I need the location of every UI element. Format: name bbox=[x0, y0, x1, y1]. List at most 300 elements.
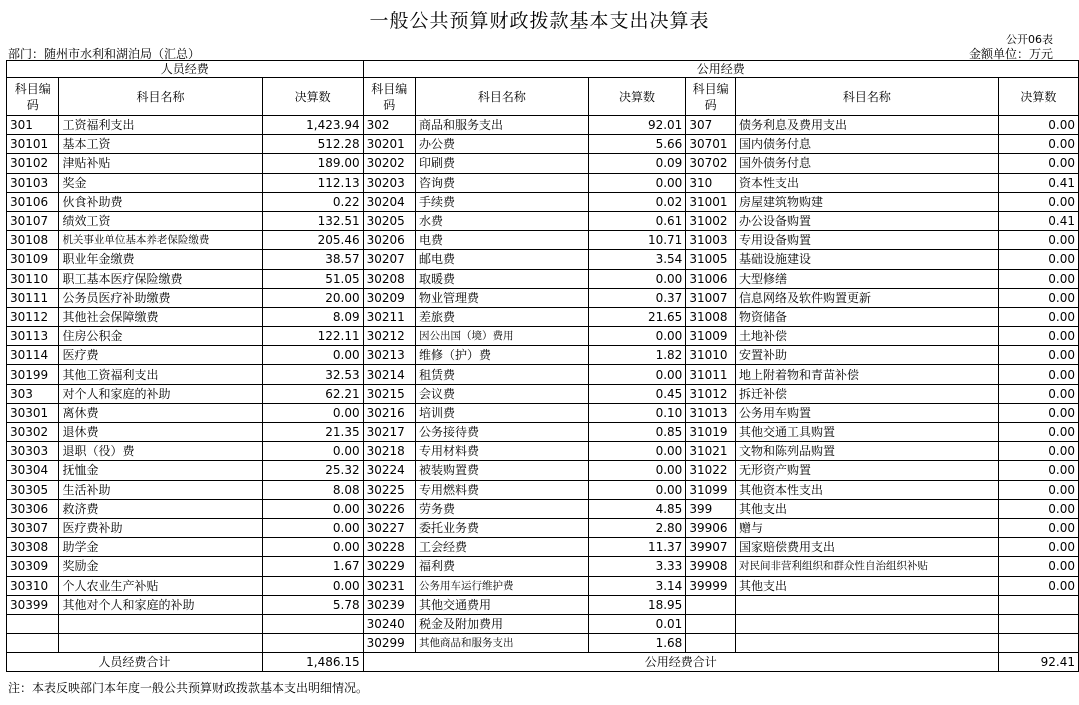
table-row bbox=[7, 499, 1079, 518]
table-row bbox=[7, 614, 1079, 633]
table-row bbox=[7, 576, 1079, 595]
cell-name: 咨询费 bbox=[416, 173, 589, 192]
cell-amount: 0.00 bbox=[262, 442, 363, 461]
cell-code: 30303 bbox=[7, 442, 59, 461]
cell-amount: 0.61 bbox=[588, 211, 686, 230]
cell-name: 退职（役）费 bbox=[59, 442, 262, 461]
cell-amount: 0.00 bbox=[262, 576, 363, 595]
cell-amount: 0.00 bbox=[998, 384, 1078, 403]
cell-name: 文物和陈列品购置 bbox=[735, 442, 998, 461]
cell-code: 30227 bbox=[363, 518, 415, 537]
cell-amount: 0.00 bbox=[998, 116, 1078, 135]
cell-code: 30209 bbox=[363, 288, 415, 307]
cell-amount: 3.14 bbox=[588, 576, 686, 595]
cell-name: 生活补助 bbox=[59, 480, 262, 499]
cell-amount: 0.00 bbox=[998, 423, 1078, 442]
cell-amount: 122.11 bbox=[262, 327, 363, 346]
cell-amount: 0.02 bbox=[588, 192, 686, 211]
cell-code: 31099 bbox=[686, 480, 736, 499]
cell-code: 31012 bbox=[686, 384, 736, 403]
cell-amount: 0.00 bbox=[588, 365, 686, 384]
cell-name: 机关事业单位基本养老保险缴费 bbox=[59, 231, 262, 250]
cell-code: 30102 bbox=[7, 154, 59, 173]
cell-code: 30103 bbox=[7, 173, 59, 192]
cell-amount: 0.00 bbox=[998, 154, 1078, 173]
cell-name: 其他资本性支出 bbox=[735, 480, 998, 499]
cell-name: 因公出国（境）费用 bbox=[416, 327, 589, 346]
cell-code: 39907 bbox=[686, 538, 736, 557]
cell-code: 30203 bbox=[363, 173, 415, 192]
cell-amount: 8.09 bbox=[262, 307, 363, 326]
amount-unit-label: 金额单位：万元 bbox=[968, 47, 1053, 61]
cell-name: 差旅费 bbox=[416, 307, 589, 326]
cell-name: 医疗费补助 bbox=[59, 518, 262, 537]
table-row bbox=[7, 442, 1079, 461]
table-row bbox=[7, 634, 1079, 653]
cell-name: 委托业务费 bbox=[416, 518, 589, 537]
cell-name: 医疗费 bbox=[59, 346, 262, 365]
cell-amount: 25.32 bbox=[262, 461, 363, 480]
cell-name: 税金及附加费用 bbox=[416, 614, 589, 633]
cell-amount: 0.00 bbox=[998, 461, 1078, 480]
cell-amount: 5.78 bbox=[262, 595, 363, 614]
cell-name: 租赁费 bbox=[416, 365, 589, 384]
cell-code: 30106 bbox=[7, 192, 59, 211]
cell-amount: 0.00 bbox=[588, 461, 686, 480]
cell-name: 其他社会保障缴费 bbox=[59, 307, 262, 326]
cell-name: 物资储备 bbox=[735, 307, 998, 326]
total-row bbox=[7, 653, 1079, 672]
cell-amount: 11.37 bbox=[588, 538, 686, 557]
cell-amount: 0.00 bbox=[998, 231, 1078, 250]
cell-amount: 0.22 bbox=[262, 192, 363, 211]
cell-amount: 0.10 bbox=[588, 403, 686, 422]
cell-amount: 1,423.94 bbox=[262, 116, 363, 135]
table-row bbox=[7, 518, 1079, 537]
cell-code: 30305 bbox=[7, 480, 59, 499]
cell-name: 对个人和家庭的补助 bbox=[59, 384, 262, 403]
cell-code: 30201 bbox=[363, 135, 415, 154]
cell-amount: 0.41 bbox=[998, 211, 1078, 230]
col-header-amount: 决算数 bbox=[998, 78, 1078, 116]
cell-amount bbox=[998, 595, 1078, 614]
cell-name: 对民间非营利组织和群众性自治组织补贴 bbox=[735, 557, 998, 576]
cell-code: 30114 bbox=[7, 346, 59, 365]
cell-name: 专用设备购置 bbox=[735, 231, 998, 250]
cell-name: 其他商品和服务支出 bbox=[416, 634, 589, 653]
cell-amount: 0.00 bbox=[998, 499, 1078, 518]
cell-name: 办公设备购置 bbox=[735, 211, 998, 230]
cell-amount: 21.65 bbox=[588, 307, 686, 326]
col-header-amount: 决算数 bbox=[262, 78, 363, 116]
cell-name: 伙食补助费 bbox=[59, 192, 262, 211]
cell-amount: 0.45 bbox=[588, 384, 686, 403]
table-row bbox=[7, 480, 1079, 499]
cell-amount: 0.85 bbox=[588, 423, 686, 442]
public-section-header: 公用经费 bbox=[363, 61, 1078, 78]
cell-code: 30304 bbox=[7, 461, 59, 480]
cell-code: 30239 bbox=[363, 595, 415, 614]
cell-code bbox=[7, 614, 59, 633]
cell-code: 31001 bbox=[686, 192, 736, 211]
cell-code: 30240 bbox=[363, 614, 415, 633]
public-total-value: 92.41 bbox=[998, 653, 1078, 672]
table-row bbox=[7, 269, 1079, 288]
cell-amount: 0.00 bbox=[588, 442, 686, 461]
cell-name: 离休费 bbox=[59, 403, 262, 422]
cell-amount: 0.00 bbox=[998, 403, 1078, 422]
cell-amount: 0.41 bbox=[998, 173, 1078, 192]
cell-name: 劳务费 bbox=[416, 499, 589, 518]
cell-code: 30299 bbox=[363, 634, 415, 653]
cell-name: 物业管理费 bbox=[416, 288, 589, 307]
cell-amount: 0.00 bbox=[998, 442, 1078, 461]
cell-name: 救济费 bbox=[59, 499, 262, 518]
cell-amount: 0.00 bbox=[998, 365, 1078, 384]
cell-name: 公务用车运行维护费 bbox=[416, 576, 589, 595]
cell-name: 取暖费 bbox=[416, 269, 589, 288]
cell-amount: 21.35 bbox=[262, 423, 363, 442]
cell-code: 30217 bbox=[363, 423, 415, 442]
department-label: 部门：随州市水利和湖泊局（汇总） bbox=[8, 47, 201, 61]
cell-amount: 0.00 bbox=[998, 250, 1078, 269]
table-row bbox=[7, 557, 1079, 576]
cell-code: 31021 bbox=[686, 442, 736, 461]
cell-name: 其他交通工具购置 bbox=[735, 423, 998, 442]
cell-name: 国家赔偿费用支出 bbox=[735, 538, 998, 557]
cell-name bbox=[735, 614, 998, 633]
cell-name bbox=[59, 614, 262, 633]
cell-name: 地上附着物和青苗补偿 bbox=[735, 365, 998, 384]
cell-name: 基础设施建设 bbox=[735, 250, 998, 269]
cell-name: 职业年金缴费 bbox=[59, 250, 262, 269]
cell-amount: 112.13 bbox=[262, 173, 363, 192]
cell-name bbox=[735, 595, 998, 614]
cell-code: 30701 bbox=[686, 135, 736, 154]
cell-name: 邮电费 bbox=[416, 250, 589, 269]
cell-name: 奖励金 bbox=[59, 557, 262, 576]
cell-code: 30199 bbox=[7, 365, 59, 384]
personnel-total-value: 1,486.15 bbox=[262, 653, 363, 672]
cell-amount: 0.00 bbox=[998, 518, 1078, 537]
cell-amount: 0.00 bbox=[588, 173, 686, 192]
cell-name bbox=[59, 634, 262, 653]
cell-name: 其他支出 bbox=[735, 499, 998, 518]
cell-code: 399 bbox=[686, 499, 736, 518]
cell-code: 303 bbox=[7, 384, 59, 403]
cell-code: 30113 bbox=[7, 327, 59, 346]
cell-name: 被装购置费 bbox=[416, 461, 589, 480]
col-header-code: 科目编码 bbox=[686, 78, 736, 116]
cell-code: 30101 bbox=[7, 135, 59, 154]
cell-code: 39908 bbox=[686, 557, 736, 576]
cell-code: 302 bbox=[363, 116, 415, 135]
cell-amount: 0.00 bbox=[998, 538, 1078, 557]
personnel-total-label: 人员经费合计 bbox=[7, 653, 263, 672]
cell-name: 电费 bbox=[416, 231, 589, 250]
cell-name: 其他工资福利支出 bbox=[59, 365, 262, 384]
personnel-section-header: 人员经费 bbox=[7, 61, 364, 78]
column-header-row bbox=[7, 78, 1079, 116]
cell-code bbox=[686, 634, 736, 653]
cell-amount: 205.46 bbox=[262, 231, 363, 250]
cell-name: 大型修缮 bbox=[735, 269, 998, 288]
cell-code: 31010 bbox=[686, 346, 736, 365]
cell-amount: 38.57 bbox=[262, 250, 363, 269]
cell-code: 30112 bbox=[7, 307, 59, 326]
cell-amount bbox=[262, 634, 363, 653]
table-note: 注：本表反映部门本年度一般公共预算财政拨款基本支出明细情况。 bbox=[8, 681, 369, 695]
cell-code: 31006 bbox=[686, 269, 736, 288]
col-header-name: 科目名称 bbox=[735, 78, 998, 116]
cell-amount: 3.54 bbox=[588, 250, 686, 269]
table-row bbox=[7, 154, 1079, 173]
cell-name: 助学金 bbox=[59, 538, 262, 557]
cell-code: 30310 bbox=[7, 576, 59, 595]
cell-amount bbox=[998, 614, 1078, 633]
cell-amount: 0.00 bbox=[998, 327, 1078, 346]
cell-code: 30399 bbox=[7, 595, 59, 614]
cell-name: 公务接待费 bbox=[416, 423, 589, 442]
cell-code: 30309 bbox=[7, 557, 59, 576]
cell-name: 其他对个人和家庭的补助 bbox=[59, 595, 262, 614]
table-row bbox=[7, 365, 1079, 384]
section-header-row bbox=[7, 61, 1079, 78]
cell-code: 301 bbox=[7, 116, 59, 135]
cell-amount: 0.00 bbox=[998, 269, 1078, 288]
col-header-name: 科目名称 bbox=[59, 78, 262, 116]
cell-code: 30206 bbox=[363, 231, 415, 250]
cell-amount: 132.51 bbox=[262, 211, 363, 230]
expenditure-table bbox=[6, 60, 1079, 672]
table-row bbox=[7, 173, 1079, 192]
cell-amount: 62.21 bbox=[262, 384, 363, 403]
table-row bbox=[7, 116, 1079, 135]
cell-name: 资本性支出 bbox=[735, 173, 998, 192]
cell-amount: 0.00 bbox=[998, 192, 1078, 211]
cell-code bbox=[686, 595, 736, 614]
cell-amount: 512.28 bbox=[262, 135, 363, 154]
cell-code: 30213 bbox=[363, 346, 415, 365]
cell-code: 30202 bbox=[363, 154, 415, 173]
cell-code: 30204 bbox=[363, 192, 415, 211]
cell-code: 30214 bbox=[363, 365, 415, 384]
cell-name: 个人农业生产补贴 bbox=[59, 576, 262, 595]
form-number: 公开06表 bbox=[1006, 33, 1053, 46]
cell-amount: 0.00 bbox=[998, 288, 1078, 307]
col-header-code: 科目编码 bbox=[7, 78, 59, 116]
table-row bbox=[7, 211, 1079, 230]
cell-code: 31019 bbox=[686, 423, 736, 442]
cell-amount: 1.67 bbox=[262, 557, 363, 576]
cell-code: 30107 bbox=[7, 211, 59, 230]
cell-name: 工资福利支出 bbox=[59, 116, 262, 135]
cell-code: 31007 bbox=[686, 288, 736, 307]
cell-code: 30208 bbox=[363, 269, 415, 288]
cell-code: 30205 bbox=[363, 211, 415, 230]
cell-name: 国内债务付息 bbox=[735, 135, 998, 154]
cell-code: 31022 bbox=[686, 461, 736, 480]
cell-code: 30226 bbox=[363, 499, 415, 518]
cell-code: 30224 bbox=[363, 461, 415, 480]
cell-amount: 3.33 bbox=[588, 557, 686, 576]
cell-name: 安置补助 bbox=[735, 346, 998, 365]
cell-code: 307 bbox=[686, 116, 736, 135]
cell-code: 30211 bbox=[363, 307, 415, 326]
table-row bbox=[7, 461, 1079, 480]
cell-code: 30215 bbox=[363, 384, 415, 403]
cell-code: 30229 bbox=[363, 557, 415, 576]
cell-code: 39906 bbox=[686, 518, 736, 537]
cell-amount: 51.05 bbox=[262, 269, 363, 288]
cell-name: 无形资产购置 bbox=[735, 461, 998, 480]
col-header-amount: 决算数 bbox=[588, 78, 686, 116]
cell-name: 住房公积金 bbox=[59, 327, 262, 346]
cell-name: 福利费 bbox=[416, 557, 589, 576]
table-row bbox=[7, 346, 1079, 365]
cell-amount: 0.00 bbox=[998, 307, 1078, 326]
cell-amount: 0.37 bbox=[588, 288, 686, 307]
cell-code: 30111 bbox=[7, 288, 59, 307]
public-total-label: 公用经费合计 bbox=[363, 653, 998, 672]
table-row bbox=[7, 595, 1079, 614]
cell-name: 赠与 bbox=[735, 518, 998, 537]
cell-name: 国外债务付息 bbox=[735, 154, 998, 173]
cell-code: 31009 bbox=[686, 327, 736, 346]
cell-code: 30307 bbox=[7, 518, 59, 537]
table-row bbox=[7, 231, 1079, 250]
cell-amount bbox=[262, 614, 363, 633]
cell-name: 拆迁补偿 bbox=[735, 384, 998, 403]
cell-code: 310 bbox=[686, 173, 736, 192]
cell-name: 专用燃料费 bbox=[416, 480, 589, 499]
cell-code: 30108 bbox=[7, 231, 59, 250]
cell-amount: 0.00 bbox=[998, 346, 1078, 365]
cell-amount: 0.00 bbox=[262, 346, 363, 365]
cell-code: 30702 bbox=[686, 154, 736, 173]
cell-name: 退休费 bbox=[59, 423, 262, 442]
table-row bbox=[7, 538, 1079, 557]
cell-name: 基本工资 bbox=[59, 135, 262, 154]
cell-code: 31005 bbox=[686, 250, 736, 269]
cell-amount: 1.82 bbox=[588, 346, 686, 365]
cell-code: 31008 bbox=[686, 307, 736, 326]
cell-amount: 92.01 bbox=[588, 116, 686, 135]
cell-amount: 0.09 bbox=[588, 154, 686, 173]
cell-code: 30207 bbox=[363, 250, 415, 269]
cell-amount: 0.00 bbox=[262, 538, 363, 557]
cell-code: 30231 bbox=[363, 576, 415, 595]
cell-code: 31003 bbox=[686, 231, 736, 250]
cell-amount: 0.00 bbox=[998, 480, 1078, 499]
table-row bbox=[7, 192, 1079, 211]
cell-code: 30308 bbox=[7, 538, 59, 557]
cell-amount: 10.71 bbox=[588, 231, 686, 250]
cell-code: 30110 bbox=[7, 269, 59, 288]
table-row bbox=[7, 384, 1079, 403]
cell-amount: 8.08 bbox=[262, 480, 363, 499]
cell-amount: 0.01 bbox=[588, 614, 686, 633]
cell-amount bbox=[998, 634, 1078, 653]
cell-name: 会议费 bbox=[416, 384, 589, 403]
cell-code: 31002 bbox=[686, 211, 736, 230]
cell-name: 手续费 bbox=[416, 192, 589, 211]
cell-code: 30225 bbox=[363, 480, 415, 499]
cell-code bbox=[686, 614, 736, 633]
cell-name bbox=[735, 634, 998, 653]
cell-code: 31013 bbox=[686, 403, 736, 422]
page-title: 一般公共预算财政拨款基本支出决算表 bbox=[369, 10, 710, 32]
table-row bbox=[7, 403, 1079, 422]
col-header-code: 科目编码 bbox=[363, 78, 415, 116]
cell-amount: 0.00 bbox=[262, 499, 363, 518]
cell-amount: 189.00 bbox=[262, 154, 363, 173]
table-row bbox=[7, 327, 1079, 346]
cell-name: 房屋建筑物购建 bbox=[735, 192, 998, 211]
cell-name: 奖金 bbox=[59, 173, 262, 192]
cell-name: 专用材料费 bbox=[416, 442, 589, 461]
cell-amount: 0.00 bbox=[998, 135, 1078, 154]
table-row bbox=[7, 423, 1079, 442]
table-row bbox=[7, 288, 1079, 307]
cell-amount: 0.00 bbox=[588, 480, 686, 499]
cell-name: 土地补偿 bbox=[735, 327, 998, 346]
cell-amount: 0.00 bbox=[998, 557, 1078, 576]
cell-name: 债务利息及费用支出 bbox=[735, 116, 998, 135]
cell-amount: 0.00 bbox=[262, 518, 363, 537]
cell-code: 31011 bbox=[686, 365, 736, 384]
cell-code: 30302 bbox=[7, 423, 59, 442]
cell-code: 30212 bbox=[363, 327, 415, 346]
cell-name: 维修（护）费 bbox=[416, 346, 589, 365]
cell-code bbox=[7, 634, 59, 653]
col-header-name: 科目名称 bbox=[416, 78, 589, 116]
cell-code: 30301 bbox=[7, 403, 59, 422]
cell-code: 39999 bbox=[686, 576, 736, 595]
cell-amount: 18.95 bbox=[588, 595, 686, 614]
cell-amount: 0.00 bbox=[588, 269, 686, 288]
cell-amount: 0.00 bbox=[998, 576, 1078, 595]
cell-name: 水费 bbox=[416, 211, 589, 230]
cell-amount: 0.00 bbox=[588, 327, 686, 346]
cell-name: 公务员医疗补助缴费 bbox=[59, 288, 262, 307]
cell-code: 30109 bbox=[7, 250, 59, 269]
cell-amount: 1.68 bbox=[588, 634, 686, 653]
table-row bbox=[7, 250, 1079, 269]
cell-amount: 20.00 bbox=[262, 288, 363, 307]
cell-name: 职工基本医疗保险缴费 bbox=[59, 269, 262, 288]
cell-name: 培训费 bbox=[416, 403, 589, 422]
cell-name: 抚恤金 bbox=[59, 461, 262, 480]
cell-name: 印刷费 bbox=[416, 154, 589, 173]
cell-name: 其他支出 bbox=[735, 576, 998, 595]
cell-amount: 4.85 bbox=[588, 499, 686, 518]
cell-name: 办公费 bbox=[416, 135, 589, 154]
cell-code: 30228 bbox=[363, 538, 415, 557]
cell-name: 商品和服务支出 bbox=[416, 116, 589, 135]
cell-code: 30216 bbox=[363, 403, 415, 422]
cell-code: 30218 bbox=[363, 442, 415, 461]
cell-amount: 32.53 bbox=[262, 365, 363, 384]
cell-name: 信息网络及软件购置更新 bbox=[735, 288, 998, 307]
cell-name: 绩效工资 bbox=[59, 211, 262, 230]
table-row bbox=[7, 135, 1079, 154]
cell-name: 公务用车购置 bbox=[735, 403, 998, 422]
cell-name: 津贴补贴 bbox=[59, 154, 262, 173]
cell-amount: 2.80 bbox=[588, 518, 686, 537]
cell-amount: 5.66 bbox=[588, 135, 686, 154]
cell-name: 其他交通费用 bbox=[416, 595, 589, 614]
